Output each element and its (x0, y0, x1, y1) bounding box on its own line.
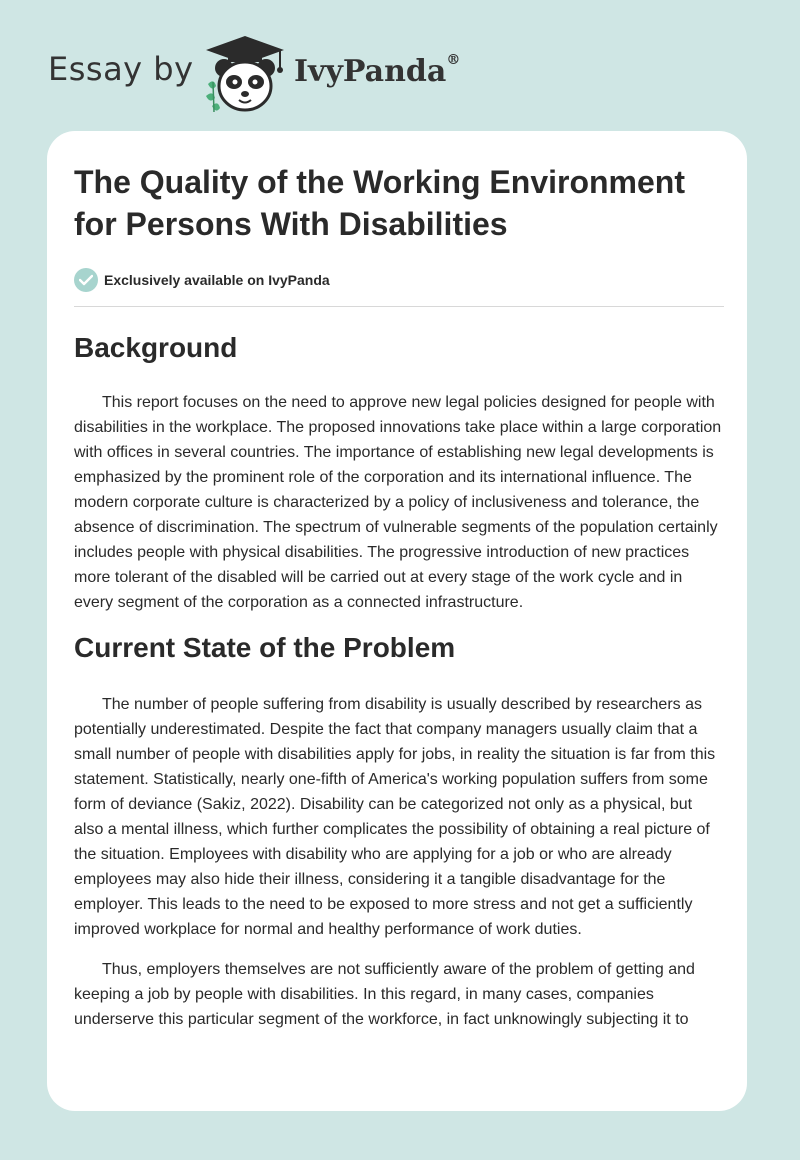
essay-title: The Quality of the Working Environment for Persons With Disabilities (74, 164, 685, 242)
section-heading-current-state: Current State of the Problem (74, 632, 456, 663)
paragraph-background-1: This report focuses on the need to approve new legal policies designed for people with disabilities in the workplace. The proposed innovations take place within a large corporation with offices in several countries. The importance of establishing new legal developments is emphasized by the prominent role of the corporation and its international influence. The modern corporate culture is characterized by a policy of inclusiveness and tolerance, the absence of discrimination. The spectrum of vulnerable segments of the population certainly includes people with physical disabilities. The progressive introduction of new practices more tolerant of the disabled will be carried out at every stage of the work cycle and in every segment of the corporation as a connected infrastructure. (74, 394, 722, 611)
section-heading-background: Background (74, 332, 238, 363)
ivypanda-logo-icon[interactable] (200, 34, 290, 114)
registered-mark: ® (446, 52, 461, 68)
essay-by-label: Essay by (48, 50, 194, 88)
essay-card (47, 131, 747, 1111)
paragraph-current-state-1: The number of people suffering from disability is usually described by researchers as potentially underestimated. Despite the fact that company managers usually claim that a small number of people with disabilities apply for jobs, in reality the situation is far from this statement. Statistically, nearly one-fifth of America's working population suffers from some form of deviance (Sakiz, 2022). Disability can be categorized not only as a physical, but also a mental illness, which further complicates the possibility of obtaining a real picture of the situation. Employees with disability who are applying for a job or who are already employees may also hide their illness, considering it a tangible disadvantage for the employer. This leads to the need to be exposed to more stress and not get a sufficiently improved workplace for normal and healthy performance of work duties. (74, 696, 716, 938)
brand-name[interactable] (294, 54, 460, 89)
check-icon (74, 268, 98, 292)
exclusive-badge (74, 267, 724, 293)
essay-content (74, 161, 724, 1032)
exclusive-label: Exclusively available on IvyPanda (104, 272, 330, 288)
paragraph-current-state-2: Thus, employers themselves are not sufficiently aware of the problem of getting and keeping a job by people with disabilities. In this regard, in many cases, companies underserve this particular segment of the workforce, in fact unknowingly subjecting it to (74, 961, 695, 1028)
brand-text: IvyPanda (294, 54, 447, 89)
site-header (0, 0, 800, 130)
title-divider (74, 306, 724, 307)
